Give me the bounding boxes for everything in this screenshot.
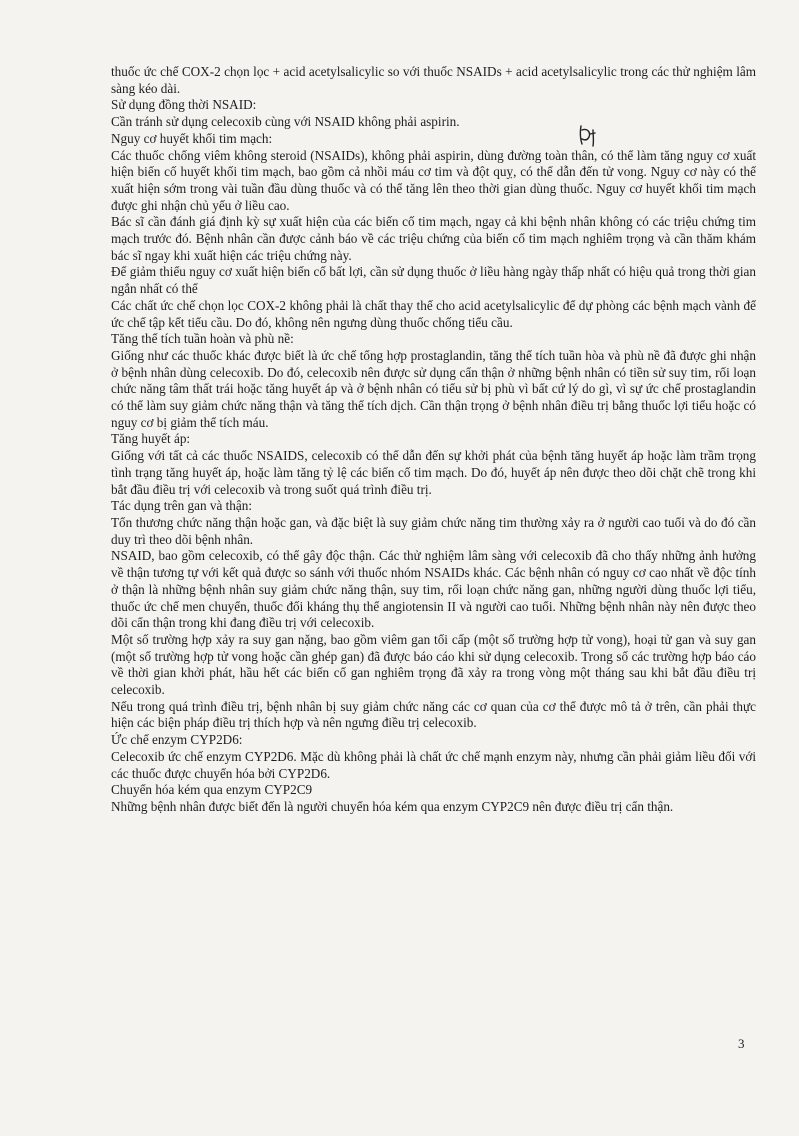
paragraph-elderly-monitoring: Tổn thương chức năng thận hoặc gan, và đặc biệt là suy giảm chức năng tim thường xảy ra ở người cao tuổi và do đó cần duy trì theo dõi bệnh nhân. — [111, 514, 756, 547]
paragraph-fluid-retention: Giống như các thuốc khác được biết là ức chế tổng hợp prostaglandin, tăng thể tích tuần hòa và phù nề đã được ghi nhận ở bệnh nhân dùng celecoxib. Do đó, celecoxib nên được sử dụng cẩn thận ở những bệnh nhân có tiền sử suy tim, rối loạn chức năng tâm thất trái hoặc tăng huyết áp và ở bệnh nhân có tiểu sử bị phù vì bất cứ lý do gì, vì sự ức chế prostaglandin có thể làm suy giảm chức năng thận và tăng thể tích dịch. Cần thận trọng ở bệnh nhân điều trị bằng thuốc lợi tiểu hoặc có nguy cơ bị giảm thể tích máu. — [111, 347, 756, 430]
paragraph-periodic-evaluation: Bác sĩ cần đánh giá định kỳ sự xuất hiện của các biến cố tim mạch, ngay cả khi bệnh nhân không có các triệu chứng tim mạch trước đó. Bệnh nhân cần được cảnh báo về các triệu chứng của biến cố tim mạch nghiêm trọng và cần thăm khám bác sĩ ngay khi xuất hiện các triệu chứng này. — [111, 214, 756, 263]
paragraph-hypertension: Giống với tất cả các thuốc NSAIDS, celecoxib có thể dẫn đến sự khởi phát của bệnh tăng huyết áp hoặc làm trầm trọng tình trạng tăng huyết áp, hoặc làm tăng tỷ lệ các biến cố tim mạch. Do đó, huyết áp nên được theo dõi chặt chẽ trong khi bắt đầu điều trị với celecoxib và trong suốt quá trình điều trị. — [111, 448, 756, 497]
page-number: 3 — [738, 1036, 745, 1051]
heading-cyp2c9-poor-metabolizers: Chuyển hóa kém qua enzym CYP2C9 — [111, 782, 313, 798]
heading-fluid-retention-edema: Tăng thể tích tuần hoàn và phù nề: — [111, 331, 294, 347]
paragraph-hepatic-failure: Một số trường hợp xảy ra suy gan nặng, bao gồm viêm gan tối cấp (một số trường hợp tử vong), hoại tử gan và suy gan (một số trường hợp tử vong hoặc cần ghép gan) đã được báo cáo khi sử dụng celecoxib. Trong số các trường hợp báo cáo về thời gian khởi phát, hầu hết các biến cố gan nghiêm trọng đã xảy ra trong vòng một tháng sau khi bắt đầu điều trị celecoxib. — [111, 631, 756, 698]
paragraph-avoid-celecoxib-nsaid: Cần tránh sử dụng celecoxib cùng với NSAID không phải aspirin. — [111, 114, 460, 130]
handwritten-initial-mark — [577, 124, 599, 148]
document-body — [111, 64, 756, 816]
heading-hepatic-renal-effects: Tác dụng trên gan và thận: — [111, 498, 252, 514]
paragraph-cyp2c9: Những bệnh nhân được biết đến là người chuyển hóa kém qua enzym CYP2C9 nên được điều trị cẩn thận. — [111, 798, 674, 814]
paragraph-nsaid-thrombotic-events: Các thuốc chống viêm không steroid (NSAIDs), không phải aspirin, dùng đường toàn thân, có thể làm tăng nguy cơ xuất hiện biến cố huyết khối tim mạch, bao gồm cả nhồi máu cơ tim và đột quỵ, có thể dẫn đến tử vong. Nguy cơ này có thể xuất hiện sớm trong vài tuần đầu dùng thuốc và có thể tăng lên theo thời gian dùng thuốc. Nguy cơ huyết khối tim mạch được ghi nhận chủ yếu ở liều cao. — [111, 147, 756, 213]
heading-cyp2d6-inhibition: Ức chế enzym CYP2D6: — [111, 732, 243, 748]
heading-cardiovascular-thrombotic-risk: Nguy cơ huyết khối tim mạch: — [111, 130, 273, 146]
paragraph-cyp2d6: Celecoxib ức chế enzym CYP2D6. Mặc dù không phải là chất ức chế mạnh enzym này, nhưng cần phải giảm liều đối với các thuốc được chuyển hóa bởi CYP2D6. — [111, 748, 756, 781]
heading-hypertension: Tăng huyết áp: — [111, 431, 191, 447]
paragraph-discontinue-treatment: Nếu trong quá trình điều trị, bệnh nhân bị suy giảm chức năng các cơ quan của cơ thể được mô tả ở trên, cần phải thực hiện các biện pháp điều trị thích hợp và nên ngưng điều trị celecoxib. — [111, 698, 756, 731]
paragraph-not-aspirin-substitute: Các chất ức chế chọn lọc COX-2 không phải là chất thay thế cho acid acetylsalicylic để dự phòng các bệnh mạch vành để ức chế tập kết tiểu cầu. Do đó, không nên ngưng dùng thuốc chống tiểu cầu. — [111, 297, 756, 330]
paragraph-cox2-comparison: thuốc ức chế COX-2 chọn lọc + acid acetylsalicylic so với thuốc NSAIDs + acid acetylsalicylic trong các thử nghiệm lâm sàng kéo dài. — [111, 64, 756, 96]
heading-concurrent-nsaid: Sử dụng đồng thời NSAID: — [111, 97, 257, 113]
paragraph-lowest-effective-dose: Để giảm thiểu nguy cơ xuất hiện biến cố bất lợi, cần sử dụng thuốc ở liều hàng ngày thấp nhất có hiệu quả trong thời gian ngắn nhất có thể — [111, 264, 756, 297]
paragraph-renal-toxicity: NSAID, bao gồm celecoxib, có thể gây độc thận. Các thử nghiệm lâm sàng với celecoxib đã cho thấy những ảnh hưởng về thận tương tự với kết quả được so sánh với thuốc nhóm NSAIDs khác. Các bệnh nhân có nguy cơ cao nhất về độc tính ở thận là những bệnh nhân suy giảm chức năng thận, suy tim, rối loạn chức năng gan, những người dùng thuốc lợi tiểu, thuốc ức chế men chuyển, thuốc đối kháng thụ thể angiotensin II và người cao tuổi. Những bệnh nhân này nên được theo dõi cẩn thận trong khi đang điều trị với celecoxib. — [111, 548, 756, 631]
